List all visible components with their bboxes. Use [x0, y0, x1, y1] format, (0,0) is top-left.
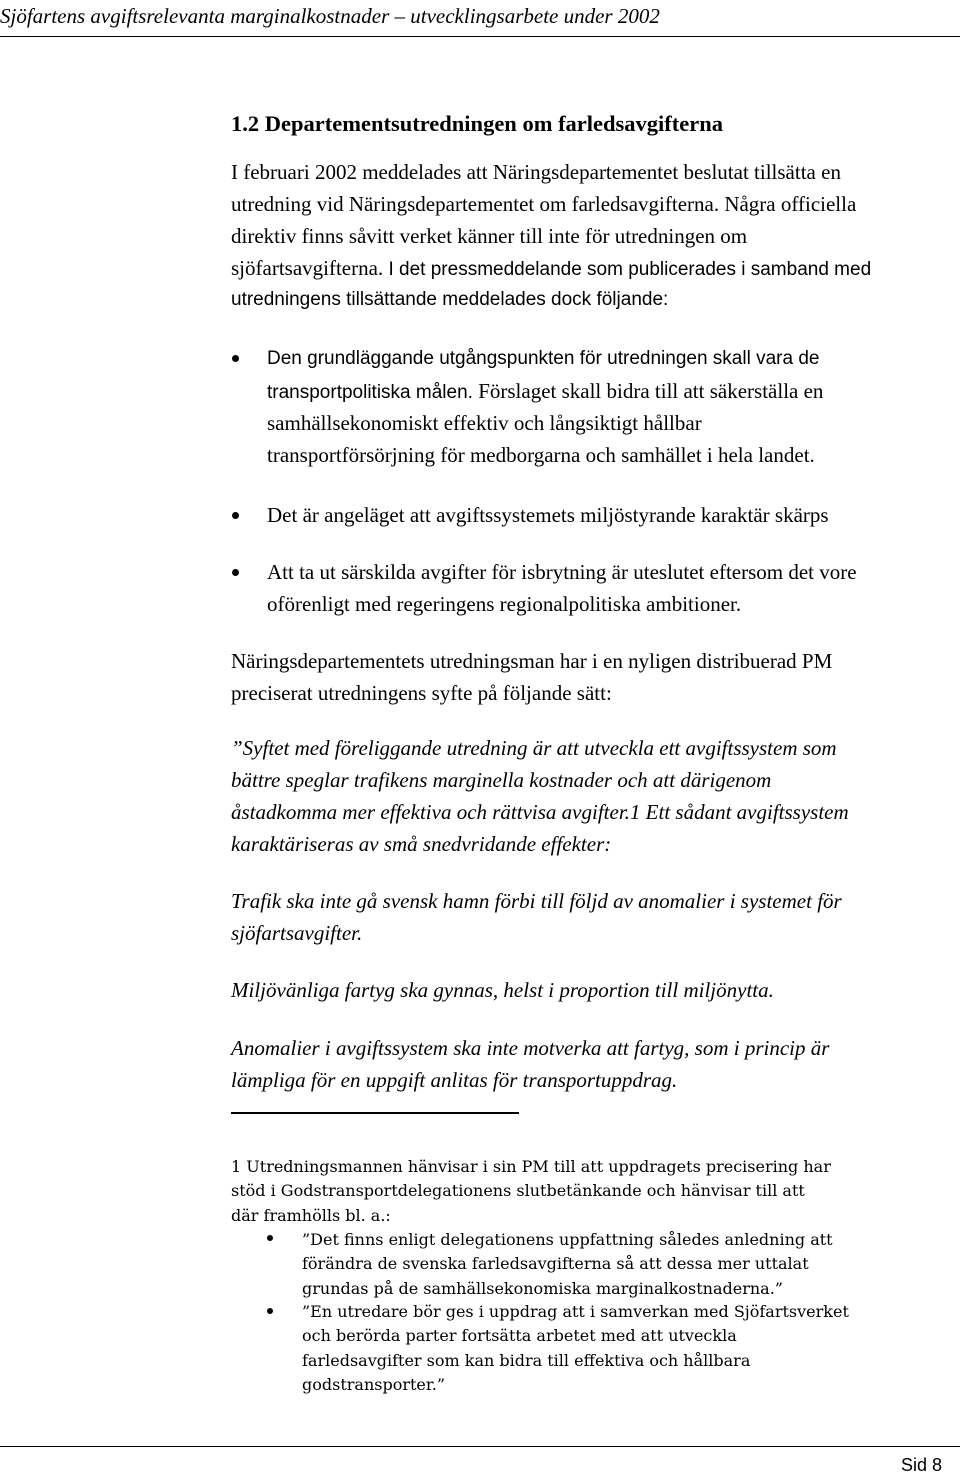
bullet-2-line: Det är angeläget att avgiftssystemets miljöstyrande karaktär skärps [267, 503, 829, 527]
intro-mixed-line [231, 252, 871, 284]
principle-line: lämpliga för en uppgift anlitas för transportuppdrag. [231, 1068, 678, 1092]
bullet-item-1 [267, 343, 823, 471]
footnote-bullet-line: ”En utredare bör ges i uppdrag att i samverkan med Sjöfartsverket [302, 1302, 849, 1321]
principle-2 [231, 974, 774, 1006]
bullet-1-line: samhällsekonomiskt effektiv och långsiktigt hållbar [267, 411, 702, 435]
section-heading: 1.2 Departementsutredningen om farledsavgifterna [231, 111, 724, 136]
footnote-bullet-line: farledsavgifter som kan bidra till effektiva och hållbara [302, 1350, 751, 1370]
footer-rule [0, 1446, 960, 1447]
bullet-1-line: Den grundläggande utgångspunkten för utredningen skall vara de [267, 348, 820, 369]
footnote-bullet-line: grundas på de samhällsekonomiska marginalkostnaderna.” [302, 1278, 783, 1298]
footnote-bullet-dot [267, 1308, 273, 1314]
intro-line: direktiv finns såvitt verket känner till inte för utredningen om [231, 224, 748, 248]
principle-line: Trafik ska inte gå svensk hamn förbi till följd av anomalier i systemet för [231, 889, 842, 913]
bullet-1-line: transportförsörjning för medborgarna och samhället i hela landet. [267, 443, 815, 467]
footnote-number: 1 [231, 1157, 242, 1176]
running-header: Sjöfartens avgiftsrelevanta marginalkostnader – utvecklingsarbete under 2002 [0, 4, 660, 28]
page-number: Sid 8 [900, 1455, 942, 1475]
pm-line: Näringsdepartementets utredningsman har i en nyligen distribuerad PM [231, 649, 833, 673]
header-rule [0, 36, 960, 37]
principle-line: sjöfartsavgifter. [231, 921, 363, 945]
footnote-separator [231, 1112, 519, 1114]
quote-paragraph [231, 732, 849, 860]
bullet-3-line: Att ta ut särskilda avgifter för isbrytning är uteslutet eftersom det vore [267, 560, 857, 584]
footnote-bullet-line: och berörda parter fortsätta arbetet med att utveckla [302, 1326, 737, 1346]
pm-line: preciserat utredningens syfte på följande sätt: [231, 681, 612, 705]
bullet-dot [232, 569, 239, 576]
footnote-bullet-1 [302, 1228, 833, 1301]
footnote-bullet-line: ”Det finns enligt delegationens uppfattning således anledning att [302, 1230, 833, 1249]
principle-line: Anomalier i avgiftssystem ska inte motverka att fartyg, som i princip är [231, 1036, 830, 1060]
principle-1 [231, 885, 842, 949]
quote-line: ”Syftet med föreliggande utredning är att utveckla ett avgiftssystem som [231, 736, 837, 760]
bullet-item-2 [267, 499, 829, 531]
intro-mixed-serif: sjöfartsavgifterna. [231, 256, 384, 280]
quote-line: karaktäriseras av små snedvridande effekter: [231, 832, 612, 856]
bullet-item-3 [267, 556, 857, 620]
quote-line: åstadkomma mer effektiva och rättvisa avgifter.1 Ett sådant avgiftssystem [231, 800, 849, 824]
bullet-dot [232, 512, 239, 519]
quote-line: bättre speglar trafikens marginella kostnader och att därigenom [231, 768, 772, 792]
footnote-bullet-line: förändra de svenska farledsavgifterna så att dessa mer uttalat [302, 1254, 809, 1274]
footnote [231, 1155, 831, 1228]
footnote-bullet-2 [302, 1300, 849, 1397]
pm-paragraph [231, 645, 832, 709]
footnote-line [231, 1155, 831, 1179]
footnote-bullet-dot [267, 1235, 273, 1241]
footnote-line: stöd i Godstransportdelegationens slutbetänkande och hänvisar till att [231, 1181, 805, 1201]
bullet-3-line: oförenligt med regeringens regionalpolitiska ambitioner. [267, 592, 742, 616]
footnote-line: där framhölls bl. a.: [231, 1205, 391, 1225]
footnote-bullet-line: godstransporter.” [302, 1374, 446, 1394]
footnote-text: Utredningsmannen hänvisar i sin PM till att uppdragets precisering har [241, 1157, 831, 1176]
bullet-1-mixed-line [267, 375, 823, 407]
intro-mixed-sans: I det pressmeddelande som publicerades i samband med [383, 259, 872, 280]
bullet-1-mixed-serif: Förslaget skall bidra till att säkerställa en [472, 379, 824, 403]
bullet-1-mixed-sans: transportpolitiska målen. [267, 382, 473, 403]
principle-3 [231, 1032, 829, 1096]
intro-line: utredning vid Näringsdepartementet om farledsavgifterna. Några officiella [231, 192, 857, 216]
intro-last-line: utredningens tillsättande meddelades dock följande: [231, 289, 669, 310]
intro-line: I februari 2002 meddelades att Näringsdepartementet beslutat tillsätta en [231, 160, 841, 184]
intro-paragraph [231, 156, 871, 316]
bullet-dot [232, 355, 239, 362]
principle-line: Miljövänliga fartyg ska gynnas, helst i proportion till miljönytta. [231, 978, 774, 1002]
